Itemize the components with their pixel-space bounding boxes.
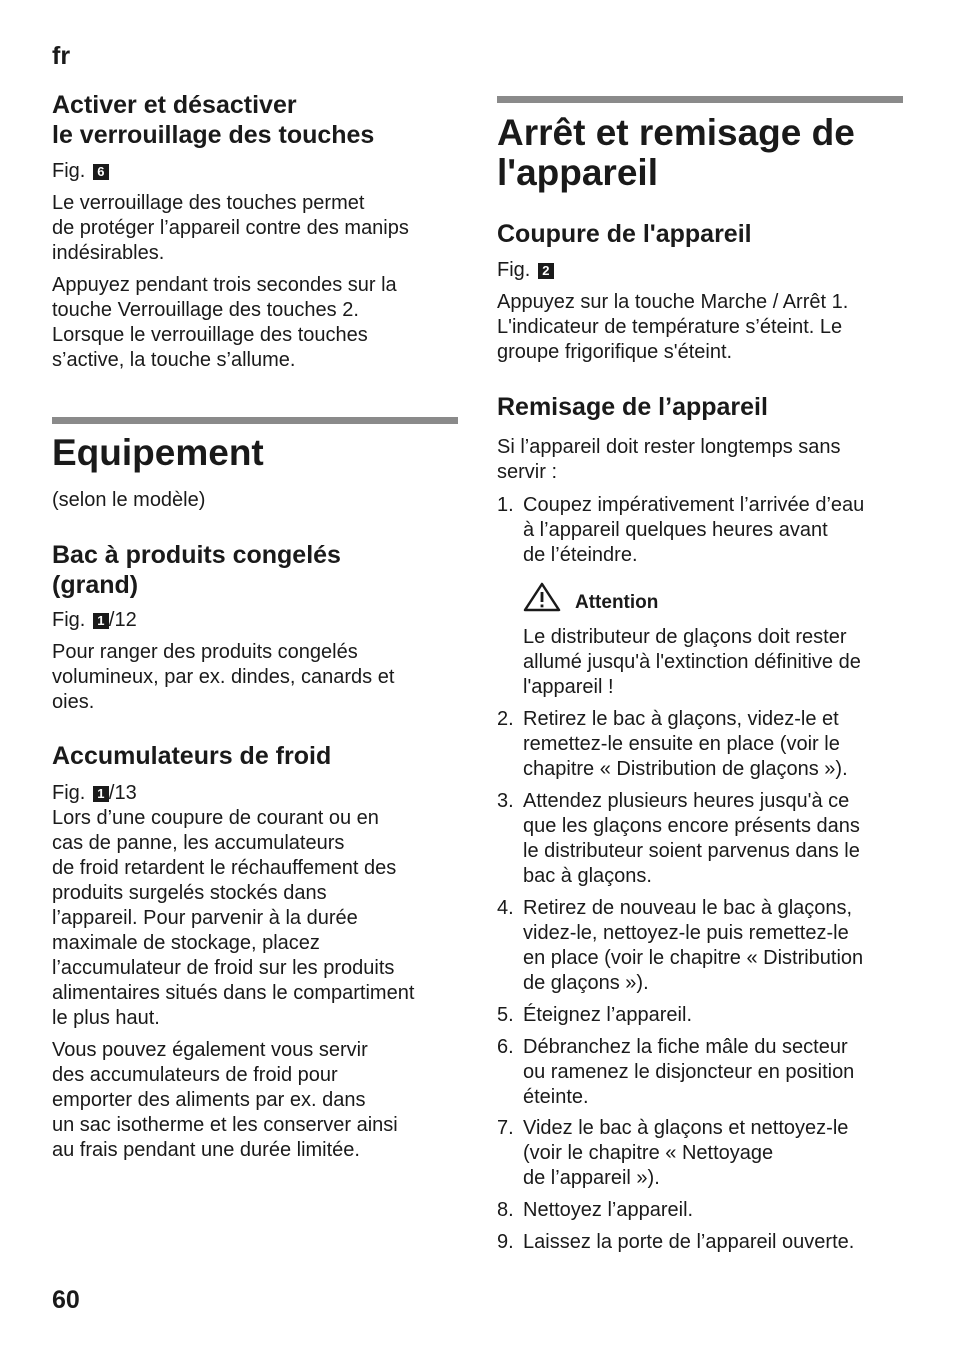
figure-number-badge: 6 [93, 164, 109, 180]
fig-prefix: Fig. [497, 259, 531, 281]
text-line: cas de panne, les accumulateurs [52, 832, 345, 854]
title-line: Activer et désactiver [52, 91, 297, 119]
step-number: 7. [497, 1117, 514, 1139]
text-line: allumé jusqu'à l'extinction définitive de [523, 651, 861, 673]
text-line: de l’éteindre. [523, 544, 638, 566]
text-line: l'appareil ! [523, 676, 614, 698]
text-line: au frais pendant une durée limitée. [52, 1139, 360, 1161]
text-line: alimentaires situés dans le compartiment [52, 982, 415, 1004]
subsection-title-storage: Remisage de l’appareil [497, 393, 768, 421]
section-divider [52, 417, 458, 424]
step-number: 2. [497, 708, 514, 730]
text-line: Appuyez sur la touche Marche / Arrêt 1. [497, 291, 849, 313]
step-number: 4. [497, 897, 514, 919]
subsection-title-switch-off: Coupure de l'appareil [497, 220, 752, 248]
text-line: le distributeur soient parvenus dans le [523, 840, 860, 862]
text-line: videz-le, nettoyez-le puis remettez-le [523, 922, 849, 944]
step-number: 5. [497, 1004, 514, 1026]
text-line: oies. [52, 691, 95, 713]
step-number: 6. [497, 1036, 514, 1058]
text-line: ou ramenez le disjoncteur en position [523, 1061, 855, 1083]
text-line: Attendez plusieurs heures jusqu'à ce [523, 790, 850, 812]
section-divider [497, 96, 903, 103]
text-line: Retirez de nouveau le bac à glaçons, [523, 897, 853, 919]
text-line: maximale de stockage, placez [52, 932, 320, 954]
text-line: des accumulateurs de froid pour [52, 1064, 338, 1086]
text-line: Pour ranger des produits congelés [52, 641, 358, 663]
paragraph [52, 640, 394, 715]
text-line: Débranchez la fiche mâle du secteur [523, 1036, 848, 1058]
model-note: (selon le modèle) [52, 489, 206, 511]
title-line: (grand) [52, 571, 139, 599]
figure-reference [52, 159, 109, 184]
paragraph [52, 273, 397, 373]
text-line: bac à glaçons. [523, 865, 652, 887]
text-line: produits surgelés stockés dans [52, 882, 327, 904]
text-line: volumineux, par ex. dindes, canards et [52, 666, 395, 688]
text-line: remettez-le ensuite en place (voir le [523, 733, 840, 755]
paragraph [497, 435, 841, 485]
figure-reference [52, 608, 137, 633]
text-line: L'indicateur de température s’éteint. Le [497, 316, 843, 338]
title-line: Bac à produits congelés [52, 541, 341, 569]
step-number: 1. [497, 494, 514, 516]
text-line: indésirables. [52, 242, 165, 264]
page-number: 60 [52, 1286, 80, 1314]
warning-title: Attention [575, 592, 659, 613]
warning-text [523, 625, 861, 700]
fig-prefix: Fig. [52, 782, 86, 804]
text-line: à l’appareil quelques heures avant [523, 519, 828, 541]
figure-number-badge: 2 [538, 263, 554, 279]
figure-number-badge: 1 [93, 786, 109, 802]
text-line: que les glaçons encore présents dans [523, 815, 860, 837]
text-line: de l’appareil »). [523, 1167, 660, 1189]
text-line: de glaçons »). [523, 972, 649, 994]
text-line: Vous pouvez également vous servir [52, 1039, 368, 1061]
text-line: l’accumulateur de froid sur les produits [52, 957, 395, 979]
text-line: Éteignez l’appareil. [523, 1004, 692, 1026]
warning-triangle-icon [523, 582, 561, 612]
subsection-title-freezer-bin [52, 540, 341, 600]
step-number: 3. [497, 790, 514, 812]
subsection-title-cold-packs: Accumulateurs de froid [52, 742, 332, 770]
text-line: Laissez la porte de l’appareil ouverte. [523, 1231, 855, 1253]
paragraph [52, 1038, 398, 1163]
text-line: touche Verrouillage des touches 2. [52, 299, 359, 321]
text-line: emporter des aliments par ex. dans [52, 1089, 366, 1111]
text-line: Appuyez pendant trois secondes sur la [52, 274, 397, 296]
text-line: de froid retardent le réchauffement des [52, 857, 397, 879]
step-number: 9. [497, 1231, 514, 1253]
fig-suffix: /13 [108, 782, 137, 804]
title-line: Arrêt et remisage de [497, 112, 855, 153]
text-line: Lors d’une coupure de courant ou en [52, 807, 379, 829]
section-title-key-lock [52, 90, 374, 150]
paragraph [497, 290, 848, 365]
language-label: fr [52, 42, 71, 70]
section-title-shutdown-storage [497, 113, 855, 193]
figure-reference [497, 258, 554, 283]
section-title-equipement: Equipement [52, 432, 264, 473]
step-number: 8. [497, 1199, 514, 1221]
fig-prefix: Fig. [52, 160, 86, 182]
text-line: Videz le bac à glaçons et nettoyez-le [523, 1117, 849, 1139]
text-line: éteinte. [523, 1086, 589, 1108]
text-line: de protéger l’appareil contre des manips [52, 217, 409, 239]
text-line: Si l’appareil doit rester longtemps sans [497, 436, 841, 458]
text-line: Retirez le bac à glaçons, videz-le et [523, 708, 839, 730]
text-line: Nettoyez l’appareil. [523, 1199, 694, 1221]
fig-prefix: Fig. [52, 609, 86, 631]
text-line: en place (voir le chapitre « Distribution [523, 947, 864, 969]
text-line: un sac isotherme et les conserver ainsi [52, 1114, 398, 1136]
text-line: s’active, la touche s’allume. [52, 349, 296, 371]
text-line: servir : [497, 461, 557, 483]
text-line: l’appareil. Pour parvenir à la durée [52, 907, 358, 929]
text-line: le plus haut. [52, 1007, 160, 1029]
figure-number-badge: 1 [93, 613, 109, 629]
text-line: chapitre « Distribution de glaçons »). [523, 758, 848, 780]
text-line: groupe frigorifique s'éteint. [497, 341, 733, 363]
text-line: Coupez impérativement l’arrivée d’eau [523, 494, 865, 516]
text-line: (voir le chapitre « Nettoyage [523, 1142, 774, 1164]
text-line: Le distributeur de glaçons doit rester [523, 626, 847, 648]
text-line: Le verrouillage des touches permet [52, 192, 365, 214]
paragraph [52, 806, 414, 1031]
text-line: Lorsque le verrouillage des touches [52, 324, 368, 346]
fig-suffix: /12 [108, 609, 137, 631]
figure-reference [52, 781, 137, 806]
paragraph [52, 191, 409, 266]
title-line: le verrouillage des touches [52, 121, 375, 149]
title-line: l'appareil [497, 152, 658, 193]
